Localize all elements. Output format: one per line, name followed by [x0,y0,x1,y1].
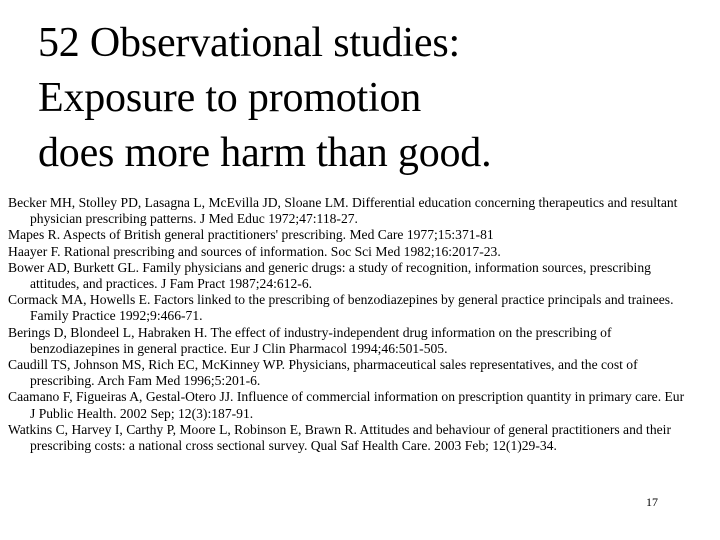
reference-item: Caudill TS, Johnson MS, Rich EC, McKinney WP. Physicians, pharmaceutical sales representatives, and the cost of prescribing. Arch Fam Med 1996;5:201-6. [8,357,638,389]
reference-item: Becker MH, Stolley PD, Lasagna L, McEvilla JD, Sloane LM. Differential education concerning therapeutics and resultant physician prescribing patterns. J Med Educ 1972;47:118-27. [8,195,678,227]
reference-item: Mapes R. Aspects of British general practitioners' prescribing. Med Care 1977;15:371-81 [8,227,494,243]
reference-list [8,195,690,454]
slide-title-line: Exposure to promotion [38,75,422,121]
reference-item: Caamano F, Figueiras A, Gestal-Otero JJ. Influence of commercial information on prescription quantity in primary care. Eur J Public Health. 2002 Sep; 12(3):187-91. [8,389,685,421]
slide-title-line: 52 Observational studies: [38,20,460,66]
reference-item: Haayer F. Rational prescribing and sources of information. Soc Sci Med 1982;16:2017-23. [8,243,501,259]
slide-title-line: does more harm than good. [38,130,492,176]
reference-item: Cormack MA, Howells E. Factors linked to the prescribing of benzodiazepines by general practice principals and trainees. Family Practice 1992;9:466-71. [8,292,674,324]
page-number: 17 [646,495,658,509]
reference-item: Bower AD, Burkett GL. Family physicians and generic drugs: a study of recognition, information sources, prescribing attitudes, and practices. J Fam Pract 1987;24:612-6. [8,259,651,292]
reference-item: Berings D, Blondeel L, Habraken H. The effect of industry-independent drug information on the prescribing of benzodiazepines in general practice. Eur J Clin Pharmacol 1994;46:501-505. [8,324,612,356]
reference-item: Watkins C, Harvey I, Carthy P, Moore L, Robinson E, Brawn R. Attitudes and behaviour of general practitioners and their prescribing costs: a national cross sectional survey. Qual Saf Health Care. 2003 Feb; 12(1)29-34. [8,421,671,454]
slide-title [38,16,698,181]
